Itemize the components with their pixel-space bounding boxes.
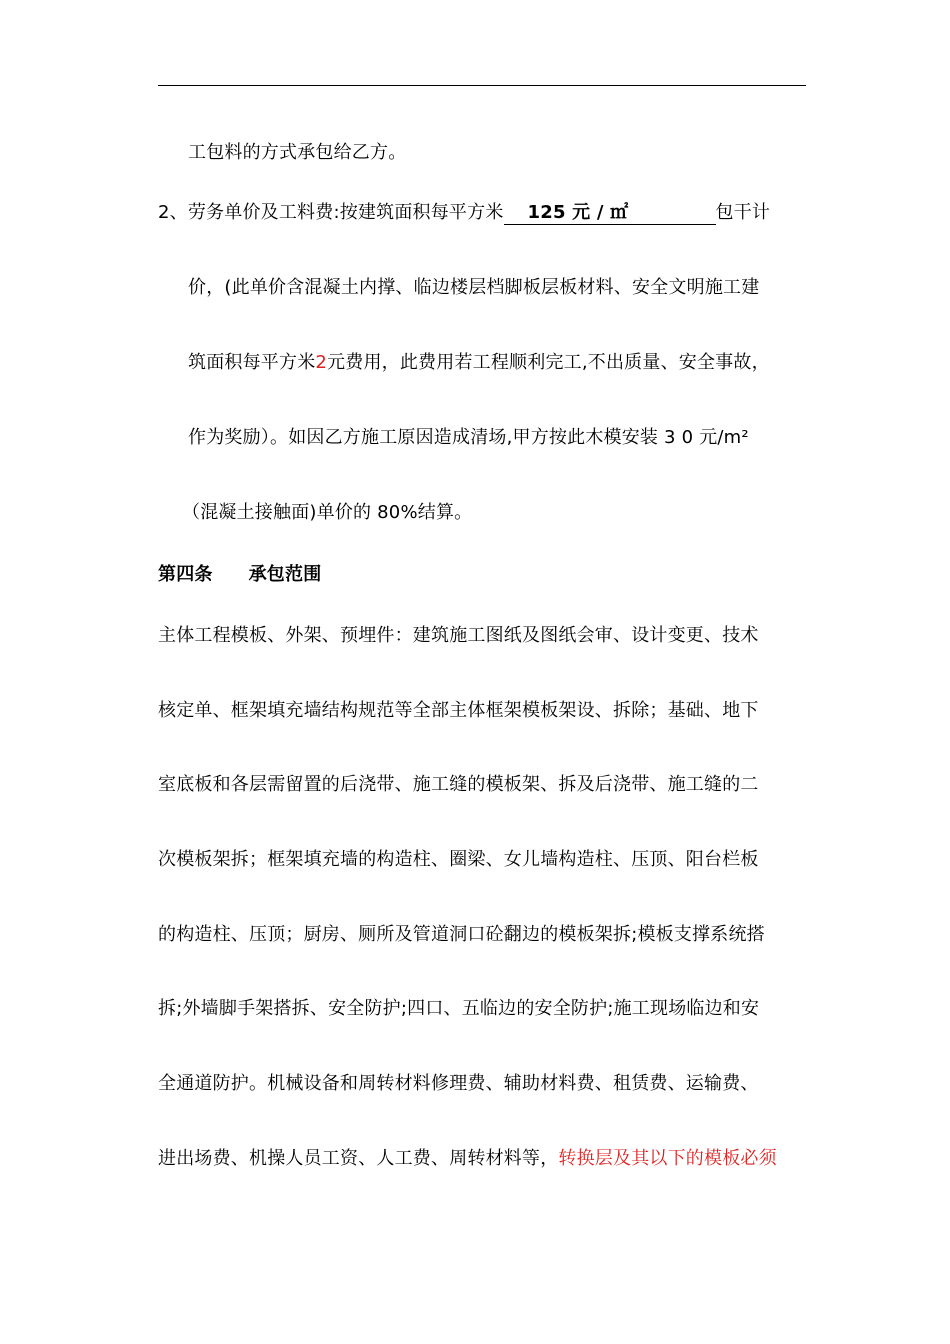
scope-line-3 [158, 773, 759, 797]
red-amount: 2 [315, 352, 328, 373]
scope-line-8 [158, 1147, 777, 1171]
text: 元费用，此费用若工程顺利完工,不出质量、安全事故， [327, 352, 770, 373]
item-2-line-5 [182, 501, 472, 525]
red-emphasis: 转换层及其以下的模板必须 [558, 1148, 777, 1169]
scope-line-5 [158, 923, 765, 947]
text: 工包料的方式承包给乙方。 [188, 142, 407, 163]
scope-line-4 [158, 848, 759, 872]
text: 室底板和各层需留置的后浇带、施工缝的模板架、拆及后浇带、施工缝的二 [158, 774, 759, 795]
item-2-line-4 [188, 426, 749, 450]
article-4-heading [158, 563, 321, 587]
text: 价，(此单价含混凝土内撑、临边楼层档脚板层板材料、安全文明施工建 [188, 277, 760, 298]
header-rule [158, 85, 806, 86]
text: 核定单、框架填充墙结构规范等全部主体框架模板架设、拆除；基础、地下 [158, 700, 759, 721]
text: 主体工程模板、外架、预埋件：建筑施工图纸及图纸会审、设计变更、技术 [158, 625, 759, 646]
price-blank [504, 202, 716, 225]
unit-price: 125 元 / ㎡ [527, 202, 629, 223]
text: 拆;外墙脚手架搭拆、安全防护;四口、五临边的安全防护;施工现场临边和安 [158, 998, 760, 1019]
item-2-suffix: 包干计 [715, 202, 771, 223]
text: 筑面积每平方米 [188, 352, 316, 373]
item-2-line-3 [188, 351, 770, 375]
scope-line-6 [158, 997, 759, 1021]
item-2-line-2 [188, 276, 759, 300]
text: 全通道防护。机械设备和周转材料修理费、辅助材料费、租赁费、运输费、 [158, 1073, 759, 1094]
text: 作为奖励）。如因乙方施工原因造成清场,甲方按此木模安装 3 0 元/m² [188, 427, 749, 448]
item-2-line-1 [158, 201, 770, 225]
article-number: 第四条 [158, 564, 213, 585]
article-title: 承包范围 [248, 564, 322, 585]
text: 进出场费、机操人员工资、人工费、周转材料等， [158, 1148, 559, 1169]
item-2-prefix: 2、劳务单价及工料费:按建筑面积每平方米 [158, 202, 504, 223]
scope-line-7 [158, 1072, 759, 1096]
scope-line-1 [158, 624, 759, 648]
text: 次模板架拆；框架填充墙的构造柱、圈梁、女儿墙构造柱、压顶、阳台栏板 [158, 849, 759, 870]
text: 的构造柱、压顶；厨房、厕所及管道洞口砼翻边的模板架拆;模板支撑系统搭 [158, 924, 765, 945]
paragraph-continuation [188, 141, 406, 165]
text: （混凝土接触面)单价的 80%结算。 [182, 502, 473, 523]
scope-line-2 [158, 699, 759, 723]
